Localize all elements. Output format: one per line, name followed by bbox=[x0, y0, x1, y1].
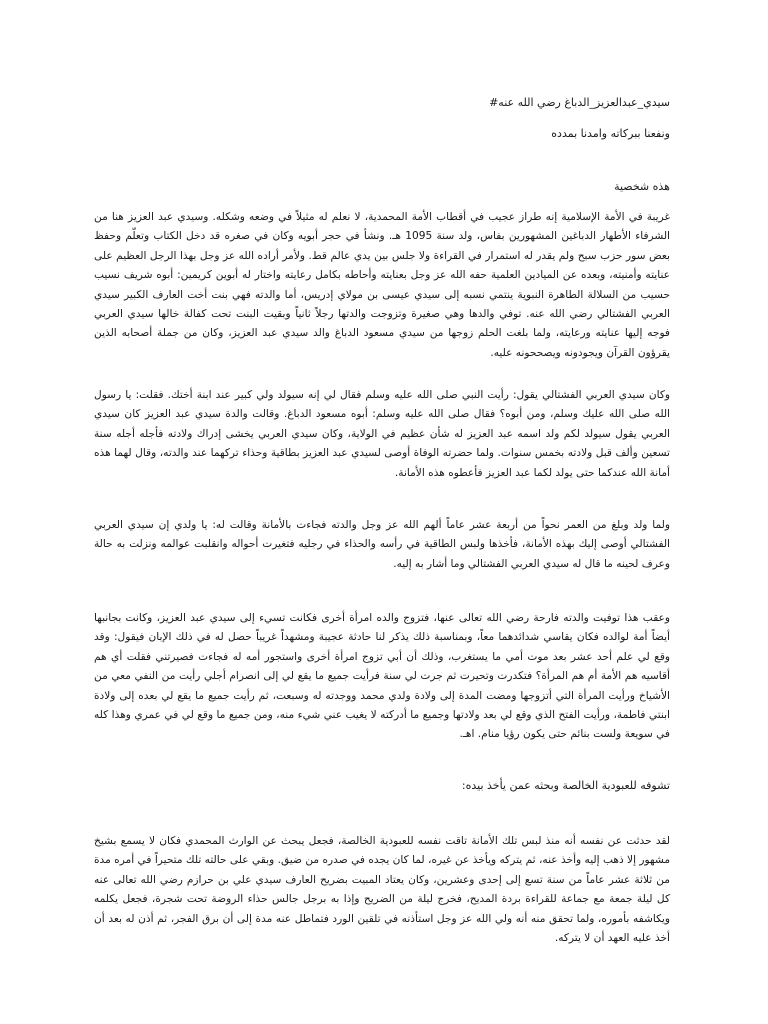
document-title: سيدي_عبدالعزيز_الدباغ رضي الله عنه# bbox=[489, 96, 670, 109]
body-paragraph-1: غريبة في الأمة الإسلامية إنه طراز عجيب في أقطاب الأمة المحمدية، لا نعلم له مثيلاً في وضعه وشكله. وسيدي عبد العزيز هنا من الشرفاء الأطهار الدباغين المشهورين بفاس، ولد سنة 1095 هـ. ونشأ في حجر أبويه وكان في صغره قد دخل الكتاب وتعلّم وحفظ بعض سور حزب سبح ولم يقدر له استمرار في القراءة ولا جلس بين يدي عالم قط. ولأمر أراده الله عز وجل بهذا الرجل العظيم على عنايته وأمنيته، وبعده عن الميادين العلمية حفه الله عز وجل بعنايته وأحاطه بكامل رعايته واختار له أبوين كريمين: أبوه شريف نسيب حسيب من السلالة الطاهرة النبوية ينتمي نسبه إلى سيدي عيسى بن مولاي إدريس، أما والدته فهي بنت أخت العارف الكبير سيدي العربي الفشتالي رضي الله عنه. توفي والدها وهي صغيرة وتزوجت والدتها رجلاً ثانياً وبقيت البنت تحت كفالة خالها سيدي العربي فوجه إليها عنايته ورعايته، ولما بلغت الحلم زوجها من سيدي مسعود الدباغ والد سيدي عبد العزيز، وكان من جملة أصحابه الذين يقرؤون القرآن ويجودونه ويصححونه عليه. bbox=[94, 211, 670, 359]
section-label: هذه شخصية bbox=[614, 180, 670, 193]
section-subheading: تشوفه للعبودية الخالصة وبحثه عمن يأخذ بيده: bbox=[461, 779, 670, 792]
body-paragraph-2: وكان سيدي العربي الفشتالي يقول: رأيت النبي صلى الله عليه وسلم فقال لي إنه سيولد ولي كبير عند ابنة أختك. فقلت: يا رسول الله صلى الله عليك وسلم، ومن أبوه؟ فقال صلى الله عليه وسلم: أبوه مسعود الدباغ. وقالت والدة سيدي عبد العزيز كان سيدي العربي يقول سيولد لكم ولد اسمه عبد العزيز له شأن عظيم في الولاية، وكان سيدي العربي يخشى إدراك ولادته فأجله أجله سنة تسعين وألف قبل ولادته بخمس سنوات. ولما حضرته الوفاة أوصى لسيدي عبد العزيز بطاقية وحذاء تركهما عند والدته، وقال لهما هذه أمانة الله عندكما حتى يولد لكما عبد العزيز فأعطوه هذه الأمانة. bbox=[94, 389, 670, 479]
body-paragraph-3: ولما ولد وبلغ من العمر نحواً من أربعة عشر عاماً ألهم الله عز وجل والدته فجاءت بالأمانة وقالت له: يا ولدي إن سيدي العربي الفشتالي أوصى إليك بهذه الأمانة، فأخذها ولبس الطاقية في رأسه والحذاء في رجليه فتغيرت أحواله وانقلبت عوالمه ونزلت به حالة وعرف لحينه ما قال له سيدي العربي الفشتالي وما أشار به إليه. bbox=[94, 519, 670, 570]
dedication-line: ونفعنا ببركاته وامدنا بمدده bbox=[551, 127, 670, 140]
body-paragraph-4: وعقب هذا توفيت والدته فارحة رضي الله تعالى عنها، فتزوج والده امرأة أخرى فكانت تسيء إلى سيدي عبد العزيز، وكانت بجانبها أيضاً أمة لوالده فكان يقاسي شدائدهما معاً، وبمناسبة ذلك يذكر لنا حادثة عجيبة ومشهداً غريباً حصل له في ذلك الإبان فيقول: وقد وقع لي علم أحد عشر بعد موت أمي ما يستغرب، وذلك أن أبي تزوج امرأة أخرى واستجور أمه له فجاءت فصيرتني فقلت أي هم أقاسيه هم الأمة أم هم المرأة؟ فتكدرت وتحيرت ثم جرت لي سنة فرأيت جميع ما يقع لي إلى انصرام أجلي رأيت من النفي معي من الأشياخ ورأيت المرأة التي أتزوجها ومضت المدة إلى ولادة ولدي محمد ووجدته له وسبعت، ثم رأيت جميع ما يقع لي بعده إلى ولادة ابنتي فاطمة، ورأيت الفتح الذي وقع لي بعد ولادتها وجميع ما أدركته لا يغيب عني شيء منه، ومن جميع ما وقع لي في عمري وهذا كله في سويعة ولست بنائم حتى يكون رؤيا منام. اهـ. bbox=[94, 612, 670, 741]
body-paragraph-5: لقد حدثت عن نفسه أنه منذ لبس تلك الأمانة تاقت نفسه للعبودية الخالصة، فجعل يبحث عن الوارث المحمدي فكان لا يسمع بشيخ مشهور إلا ذهب إليه وأخذ عنه، ثم يتركه ويأخذ عن غيره، لما كان يجده في صدره من ضيق. وبقي على حالته تلك متحيراً في أمره مدة من ثلاثة عشر عاماً من سنة تسع إلى إحدى وعشرين، وكان يعتاد المبيت بضريح العارف سيدي علي بن حرازم رضي الله تعالى عنه كل ليلة جمعة مع جماعة للقراءة بردة المديح، فخرج ليلة من الضريح وإذا به برجل جالس حذاء الروضة تحت شجرة، فجعل يكلمه ويكاشفه بأموره، ولما تحقق منه أنه ولي الله عز وجل استأذنه في تلقين الورد فتماطل عنه مدة إلى أن برق الفجر، ثم أذن له بعد أن أخذ عليه العهد أن لا يتركه. bbox=[94, 835, 670, 945]
